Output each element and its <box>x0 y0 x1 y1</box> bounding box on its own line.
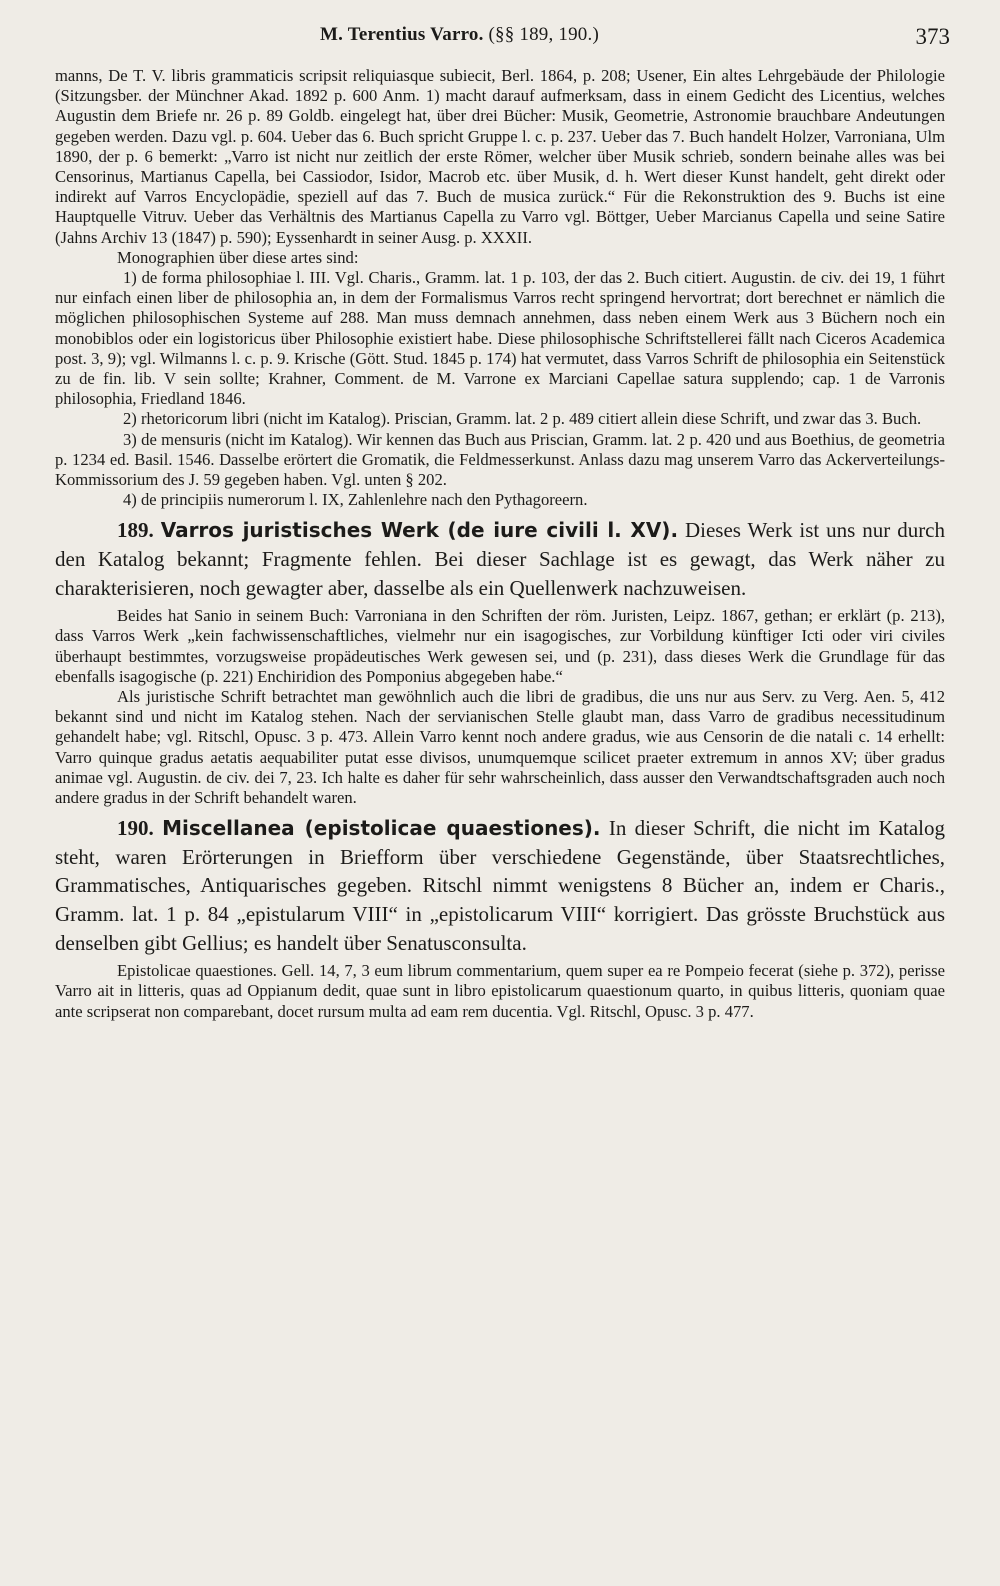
page-body <box>55 66 945 1022</box>
page-number: 373 <box>915 24 950 49</box>
section-190-text <box>55 814 945 957</box>
footnote-block-188 <box>55 66 945 510</box>
section-number: 190. <box>117 816 154 841</box>
section-body: In dieser Schrift, die nicht im Katalog steht, waren Erörterungen in Briefform über verschiedene Gegenstände, über Staatsrechtliches, Grammatisches, Antiquarisches gegeben. Ritschl nimmt wenigstens 8 Bücher an, indem er Charis., Gramm. lat. 1 p. 84 „epistularum VIII“ in „epistolicarum VIII“ korrigiert. Das grösste Bruchstück aus denselben gibt Gellius; es handelt über Senatusconsulta. <box>55 816 946 955</box>
running-head-sections: (§§ 189, 190.) <box>488 24 599 45</box>
running-head <box>320 24 599 46</box>
list-item-de-principiis: 4) de principiis numerorum l. IX, Zahlenlehre nach den Pythagoreern. <box>123 490 588 510</box>
section-189 <box>55 516 945 602</box>
section-189-text <box>55 516 945 602</box>
paragraph-varro-encyclopedia: manns, De T. V. libris grammaticis scripsit reliquiasque subiecit, Berl. 1864, p. 208; Usener, Ein altes Lehrgebäude der Philologie (Sitzungsber. der Münchner Akad. 1892 p. 600 Anm. 1) macht darauf aufmerksam, dass in einem Gedicht des Licentius, welches Augustin dem Briefe nr. 26 p. 89 Goldb. eingelegt hat, über drei Bücher: Musik, Geometrie, Astronomie brauchbare Andeutungen gegeben werden. Dazu vgl. p. 604. Ueber das 6. Buch spricht Gruppe l. c. p. 237. Ueber das 7. Buch handelt Holzer, Varroniana, Ulm 1890, der p. 6 bemerkt: „Varro ist nicht nur zeitlich der erste Römer, welcher über Musik schrieb, sondern beinahe alles was bei Censorinus, Martianus Capella, bei Cassiodor, Isidor, Macrob etc. über Musik, d. h. Wert dieser Kunst handelt, geht direkt oder indirekt auf Varros Encyclopädie, speziell auf das 7. Buch de musica zurück.“ Für die Rekonstruktion des 9. Buchs ist eine Hauptquelle Vitruv. Ueber das Verhältnis des Martianus Capella zu Varro vgl. Böttger, Ueber Marcianus Capella und seine Satire (Jahns Archiv 13 (1847) p. 590); Eyssenhardt in seiner Ausg. p. XXXII. <box>55 66 945 247</box>
notes-section-190 <box>55 961 945 1022</box>
list-item-rhetoricorum: 2) rhetoricorum libri (nicht im Katalog). Priscian, Gramm. lat. 2 p. 489 citiert allein diese Schrift, und zwar das 3. Buch. <box>123 409 922 429</box>
paragraph-sanio: Beides hat Sanio in seinem Buch: Varroniana in den Schriften der röm. Juristen, Leipz. 1867, gethan; er erklärt (p. 213), dass Varros Werk „kein fachwissenschaftliches, vielmehr nur ein isagogisches, zur Vorbildung künftiger Icti oder viri civiles überhaupt bestimmtes, vorzugsweise propädeutisches Werk gewesen sei, und (p. 231), dass dieses Werk die Grundlage für das ebenfalls isagogische (p. 221) Enchiridion des Pomponius abgegeben habe.“ <box>55 606 945 686</box>
paragraph-de-gradibus: Als juristische Schrift betrachtet man gewöhnlich auch die libri de gradibus, die uns nur aus Serv. zu Verg. Aen. 5, 412 bekannt sind und nicht im Katalog stehen. Nach der servianischen Stelle glaubt man, dass Varro de gradibus necessitudinum gehandelt habe; vgl. Ritschl, Opusc. 3 p. 473. Allein Varro kennt noch andere gradus, wie aus Censorin de die natali c. 14 erhellt: Varro quinque gradus aetatis aequabiliter putat esse divisos, unumquemque scilicet praeter extremum in annos XV; über gradus animae vgl. Augustin. de civ. dei 7, 23. Ich halte es daher für sehr wahrscheinlich, dass ausser den Verwandtschaftsgraden auch noch andere gradus in der Schrift behandelt waren. <box>55 687 945 808</box>
page-header <box>0 20 1000 60</box>
running-head-title: M. Terentius Varro. <box>320 24 484 45</box>
paragraph-monographs-intro: Monographien über diese artes sind: <box>117 247 359 267</box>
list-item-de-forma-philosophiae: 1) de forma philosophiae l. III. Vgl. Charis., Gramm. lat. 1 p. 103, der das 2. Buch citiert. Augustin. de civ. dei 19, 1 führt nur einfach einen liber de philosophia an, in dem der Formalismus Varros recht springend hervortrat; dort berechnet er nämlich die möglichen philosophischen Systeme auf 288. Man muss demnach annehmen, dass neben einem Werk aus 3 Büchern noch ein monobiblos oder ein logistoricus über Philosophie existiert habe. Diese philosophische Schriftstellerei fällt nach Ciceros Academica post. 3, 9); vgl. Wilmanns l. c. p. 9. Krische (Gött. Stud. 1845 p. 174) hat vermutet, dass Varros Schrift de philosophia ein Seitenstück zu de fin. lib. V sein sollte; Krahner, Comment. de M. Varrone ex Marciani Capellae satura supplendo; cap. 1 de Varronis philosophia, Friedland 1846. <box>55 268 945 409</box>
section-title: Varros juristisches Werk (de iure civili l. XV). <box>160 518 679 543</box>
section-title: Miscellanea (epistolicae quaestiones). <box>162 816 601 841</box>
notes-section-189 <box>55 606 945 808</box>
section-body: Dieses Werk ist uns nur durch den Katalog bekannt; Fragmente fehlen. Bei dieser Sachlage ist es gewagt, das Werk näher zu charakterisieren, noch gewagter aber, dasselbe als ein Quellenwerk nachzuweisen. <box>55 518 946 600</box>
list-item-de-mensuris: 3) de mensuris (nicht im Katalog). Wir kennen das Buch aus Priscian, Gramm. lat. 2 p. 420 und aus Boethius, de geometria p. 1234 ed. Basil. 1546. Dasselbe erörtert die Gromatik, die Feldmesserkunst. Anlass dazu mag unserem Varro das Ackerverteilungs-Kommissorium des J. 59 gegeben haben. Vgl. unten § 202. <box>55 429 945 490</box>
paragraph-epistolicae-quaestiones: Epistolicae quaestiones. Gell. 14, 7, 3 eum librum commentarium, quem super ea re Pompeio fecerat (siehe p. 372), perisse Varro ait in litteris, quas ad Oppianum dedit, quae sunt in libro epistolicarum quaestionum quarto, in quibus litteris, quoniam quae ante scripserat non comparebant, docet rursum multa ad eam rem ducentia. Vgl. Ritschl, Opusc. 3 p. 477. <box>55 961 945 1021</box>
section-190 <box>55 814 945 957</box>
section-number: 189. <box>117 518 154 543</box>
